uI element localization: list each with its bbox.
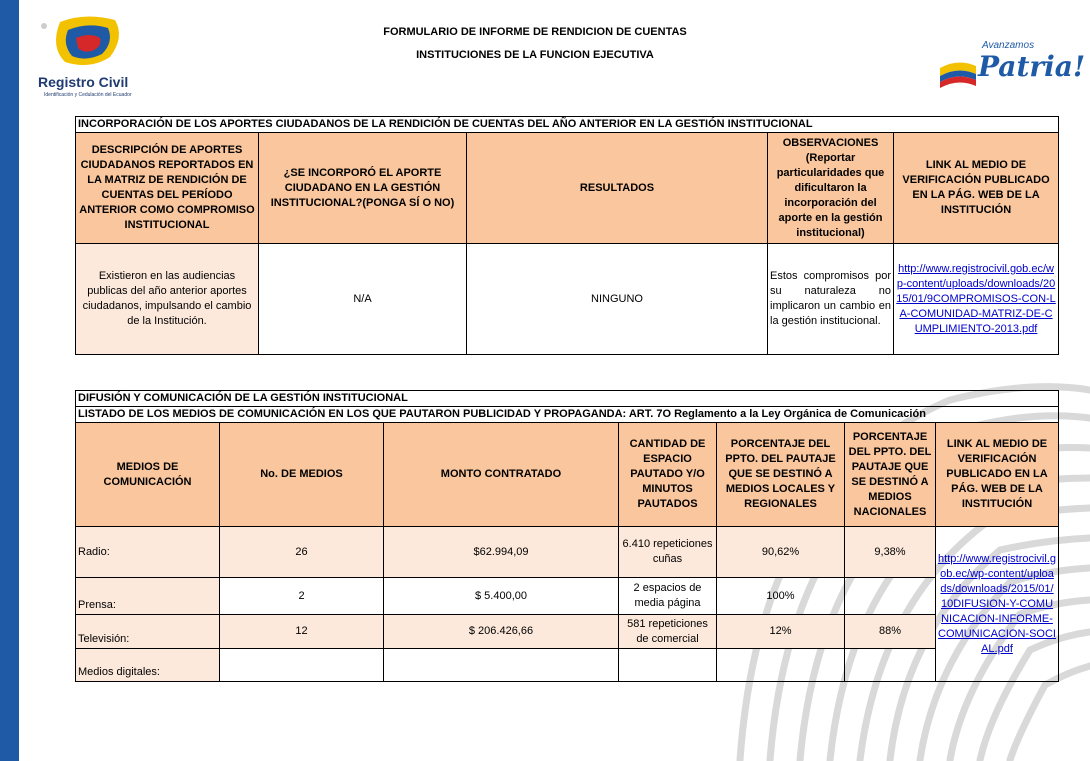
medio-nacionales: 9,38%: [845, 527, 936, 578]
medio-nacionales: [845, 649, 936, 682]
aportes-header-observaciones: OBSERVACIONES (Reportar particularidades que dificultaron la incorporación del aporte en la gestión institucional): [768, 133, 894, 244]
medio-numero: 2: [220, 578, 384, 615]
aportes-incorporo: N/A: [259, 244, 467, 355]
difusion-subtitle: LISTADO DE LOS MEDIOS DE COMUNICACIÓN EN LOS QUE PAUTARON PUBLICIDAD Y PROPAGANDA: ART. 7O Reglamento a la Ley Orgánica de Comunicación: [76, 407, 1059, 423]
table-row: [76, 578, 1059, 615]
difusion-header-numero: No. DE MEDIOS: [220, 423, 384, 527]
difusion-header-monto: MONTO CONTRATADO: [384, 423, 619, 527]
medio-nacionales: 88%: [845, 615, 936, 649]
difusion-header-medios: MEDIOS DE COMUNICACIÓN: [76, 423, 220, 527]
medio-monto: [384, 649, 619, 682]
medio-numero: 26: [220, 527, 384, 578]
medio-label: Radio:: [76, 527, 220, 578]
aportes-section-title: INCORPORACIÓN DE LOS APORTES CIUDADANOS DE LA RENDICIÓN DE CUENTAS DEL AÑO ANTERIOR EN LA GESTIÓN INSTITUCIONAL: [76, 117, 1059, 133]
difusion-header-link: LINK AL MEDIO DE VERIFICACIÓN PUBLICADO EN LA PÁG. WEB DE LA INSTITUCIÓN: [936, 423, 1059, 527]
medio-label: Televisión:: [76, 615, 220, 649]
aportes-verification-link[interactable]: http://www.registrocivil.gob.ec/wp-content/uploads/downloads/2015/01/9COMPROMISOS-CON-LA-COMUNIDAD-MATRIZ-DE-CUMPLIMIENTO-2013.pdf: [896, 262, 1056, 335]
medio-cantidad: 6.410 repeticiones cuñas: [619, 527, 717, 578]
difusion-verification-link[interactable]: http://www.registrocivil.gob.ec/wp-content/uploads/downloads/2015/01/10DIFUSION-Y-COMUNICACION-INFORME-COMUNICACION-SOCIAL.pdf: [938, 552, 1056, 655]
medio-locales: 90,62%: [717, 527, 845, 578]
aportes-table: [75, 116, 1059, 355]
difusion-header-locales: PORCENTAJE DEL PPTO. DEL PAUTAJE QUE SE DESTINÓ A MEDIOS LOCALES Y REGIONALES: [717, 423, 845, 527]
logo-left-name: Registro Civil: [38, 74, 129, 90]
medio-cantidad: 2 espacios de media página: [619, 578, 717, 615]
avanzamos-patria-logo: [938, 38, 1086, 88]
medio-label: Medios digitales:: [76, 649, 220, 682]
medio-locales: 12%: [717, 615, 845, 649]
medio-cantidad: [619, 649, 717, 682]
aportes-header-link: LINK AL MEDIO DE VERIFICACIÓN PUBLICADO EN LA PÁG. WEB DE LA INSTITUCIÓN: [894, 133, 1059, 244]
difusion-header-nacionales: PORCENTAJE DEL PPTO. DEL PAUTAJE QUE SE DESTINÓ A MEDIOS NACIONALES: [845, 423, 936, 527]
medio-numero: 12: [220, 615, 384, 649]
table-row: [76, 615, 1059, 649]
logo-left-tagline: Identificación y Cedulación del Ecuador: [44, 92, 132, 98]
form-title: FORMULARIO DE INFORME DE RENDICION DE CUENTAS: [383, 26, 687, 38]
logo-right-big: Patria!: [978, 50, 1086, 83]
difusion-table: [75, 390, 1059, 682]
form-subtitle: INSTITUCIONES DE LA FUNCION EJECUTIVA: [416, 49, 654, 61]
medio-locales: 100%: [717, 578, 845, 615]
difusion-header-cantidad: CANTIDAD DE ESPACIO PAUTADO Y/O MINUTOS PAUTADOS: [619, 423, 717, 527]
medio-numero: [220, 649, 384, 682]
left-accent-bar: [0, 0, 19, 761]
table-row: [76, 649, 1059, 682]
difusion-section-title: DIFUSIÓN Y COMUNICACIÓN DE LA GESTIÓN INSTITUCIONAL: [76, 391, 1059, 407]
aportes-header-incorporo: ¿SE INCORPORÓ EL APORTE CIUDADANO EN LA GESTIÓN INSTITUCIONAL?(PONGA SÍ O NO): [259, 133, 467, 244]
medio-label: Prensa:: [76, 578, 220, 615]
medio-cantidad: 581 repeticiones de comercial: [619, 615, 717, 649]
aportes-observaciones: Estos compromisos por su naturaleza no implicaron un cambio en la gestión institucional.: [768, 244, 894, 355]
aportes-header-resultados: RESULTADOS: [467, 133, 768, 244]
logo-right-small: Avanzamos: [982, 40, 1035, 51]
aportes-descripcion: Existieron en las audiencias publicas del año anterior aportes ciudadanos, impulsando el cambio de la Institución.: [76, 244, 259, 355]
medio-nacionales: [845, 578, 936, 615]
aportes-resultados: NINGUNO: [467, 244, 768, 355]
medio-monto: $ 5.400,00: [384, 578, 619, 615]
medio-monto: $62.994,09: [384, 527, 619, 578]
aportes-header-descripcion: DESCRIPCIÓN DE APORTES CIUDADANOS REPORTADOS EN LA MATRIZ DE RENDICIÓN DE CUENTAS DEL PERÍODO ANTERIOR COMO COMPROMISO INSTITUCIONAL: [76, 133, 259, 244]
medio-monto: $ 206.426,66: [384, 615, 619, 649]
table-row: [76, 527, 1059, 578]
medio-locales: [717, 649, 845, 682]
registro-civil-logo: [30, 12, 140, 107]
